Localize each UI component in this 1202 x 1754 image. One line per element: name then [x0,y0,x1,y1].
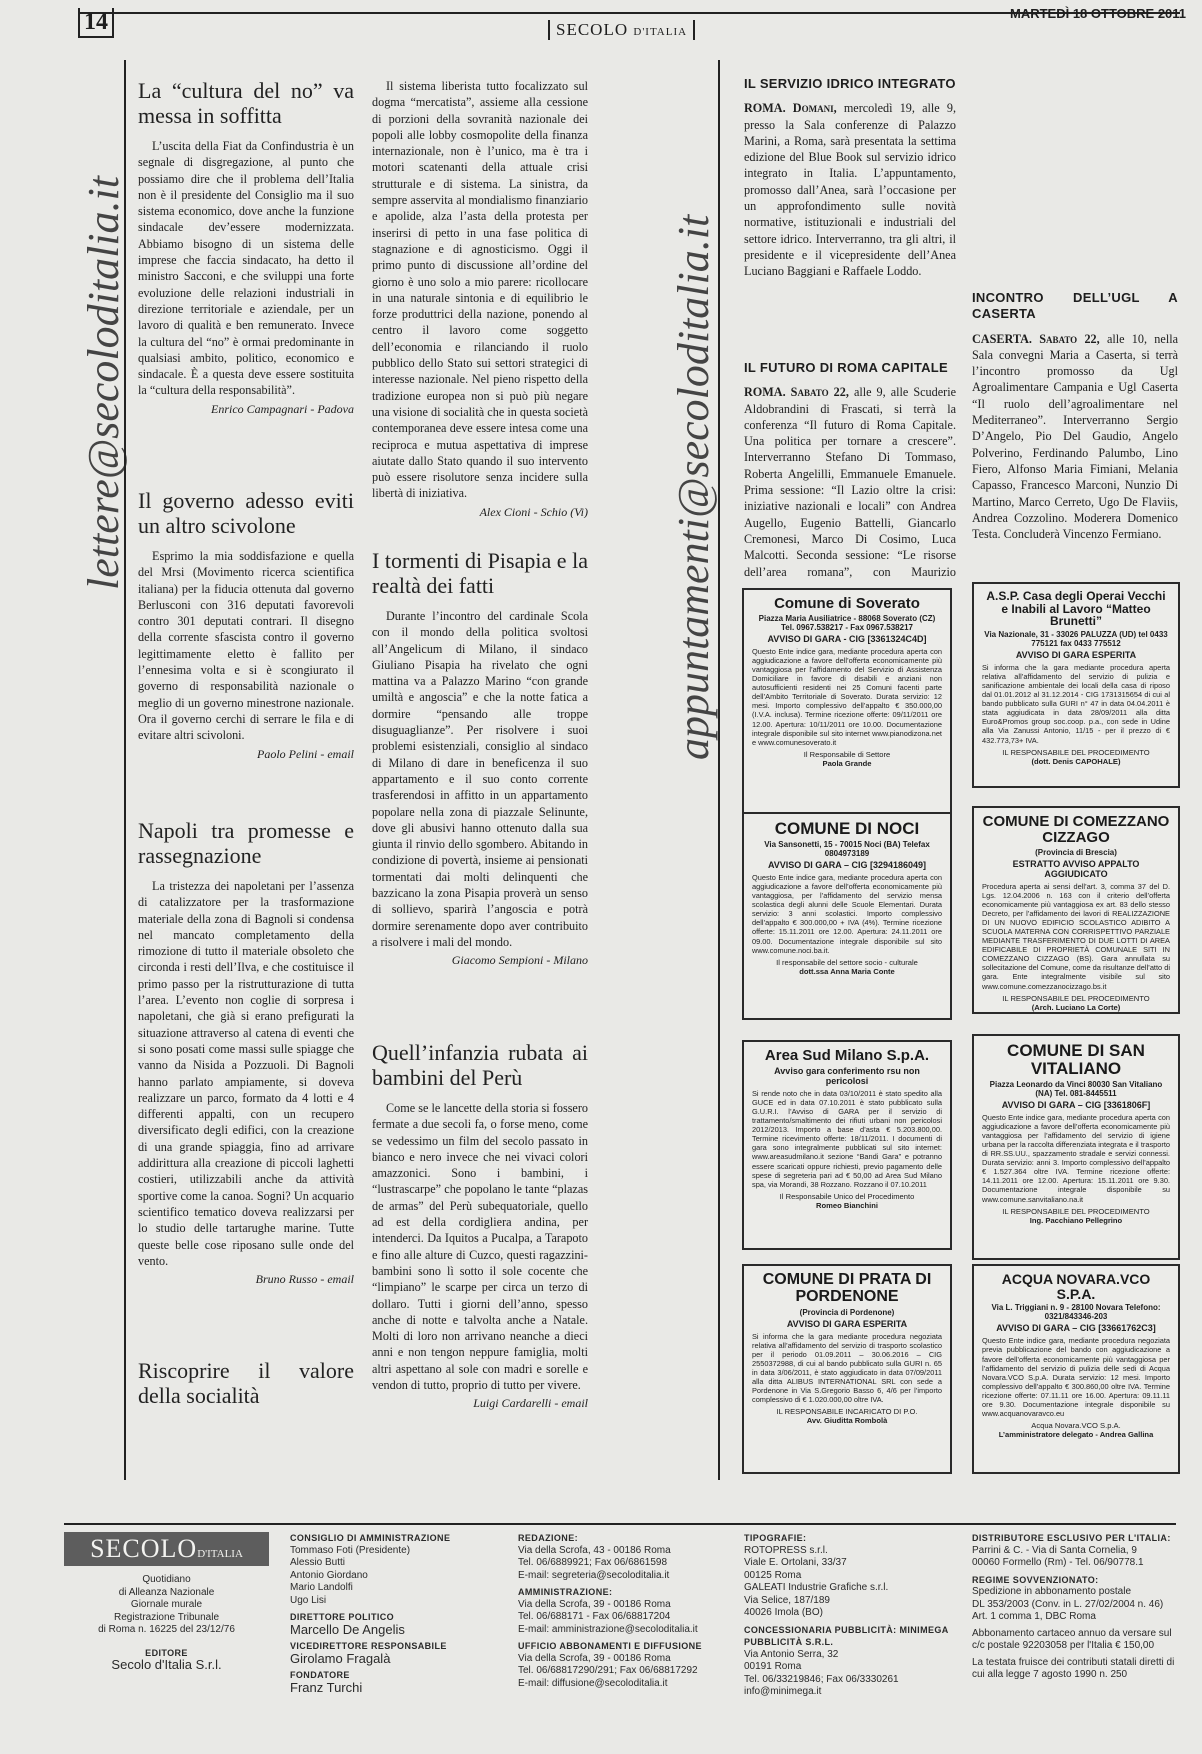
letter-signature: Enrico Campagnari - Padova [211,401,354,416]
footer-heading: DISTRIBUTORE ESCLUSIVO PER L'ITALIA: [972,1533,1171,1543]
ad-person: (Arch. Luciano La Corte) [1031,1002,1121,1012]
footer-line: 40026 Imola (BO) [744,1607,823,1618]
letter-body: Esprimo la mia soddisfazione e quella del Mrsi (Movimento ricerca scientifica italiana) per la fiducia ottenuta dal governo Berlusconi con 316 deputati favorevoli contro 301 deputati contrari. Il disegno della corrente sfascista contro il governo legittimamente eletto è fallito per l’ennesima volta e si è scongiurato il governo di responsabilità nazionale o meglio di un governo minestrone nazionale. Ora il governo cerchi di serrare le fila e di evitare altri scivoloni. [138,549,354,743]
ad-body: Questo Ente indice gara, mediante procedura aperta con aggiudicazione a favore dell’offerta economicamente più vantaggiosa per l’affidamento del Servizio di Assistenza Domiciliare in favore di disabili e anziani non autosufficienti residenti nei 25 Comuni facenti parte dell’Ambito Territoriale di Soverato. Durata servizio: 12 mesi. Importo complessivo dell’appalto € 350.000,00 (I.V.A. inclusa). Termine ricezione offerte: 09/11/2011 ore 12.00. Apertura: 10/11/2011 ore 10.00. Documentazione integrale disponibile sul sito internet www.pianodizona.net e www.comunesoverato.it [752,646,942,747]
issue-date: MARTEDÌ 18 OTTOBRE 2011 [1010,6,1187,21]
ad-body: Si informa che la gara mediante procedura aperta relativa all’affidamento del servizio di pulizia e sanificazione ambientale dei locali della casa di riposo dal 01.01.2012 al 31.12.2014 - CIG 1731315654 di cui al bando pubblicato sulla GURI n° 47 in data 04.04.2011 è stata aggiudicata in data 28/09/2011 alla ditta Euro&Promos group soc.coop. p.a., con sede in Udine alla Via Zanussi Antonio, 11/15 - per il prezzo di € 432.773,73+ IVA. [982,662,1170,745]
footer-line: 00060 Formello (Rm) - Tel. 06/90778.1 [972,1557,1144,1568]
letter-signature: Paolo Pelini - email [257,746,354,761]
footer-line: Spedizione in abbonamento postale [972,1586,1132,1597]
footer-heading: FONDATORE [290,1670,350,1680]
footer-line: Via della Scrofa, 39 - 00186 Roma [518,1652,671,1664]
footer-director: Marcello De Angelis [290,1621,405,1637]
agenda-lead: CASERTA. Sabato 22, [972,331,1100,346]
footer-line: GALEATI Industrie Grafiche s.r.l. [744,1582,889,1593]
ad-person: (dott. Denis CAPOHALE) [1031,756,1121,766]
ad-person: Ing. Pacchiano Pellegrino [1029,1215,1123,1225]
ad-notice: AVVISO DI GARA - CIG [3361324C4D] [767,633,927,644]
agenda-body: mercoledì 19, alle 9, presso la Sala conferenze di Palazzo Marini, a Roma, sarà presentata la settima edizione del Blue Book sul servizio idrico integrato in Italia. L’appuntamento, promosso dall’Anea, sarà l’occasione per un approfondimento sulle novità normative, istituzionali e industriali del settore idrico. Interverranno, tra gli altri, il presidente e il vicepresidente dell’Anea Luciano Baggiani e Raffaele Loddo. [744,101,956,279]
ad-body: Questo Ente indice gara, mediante procedura negoziata previa pubblicazione del bando con aggiudicazione a favore dell’offerta economicamente più vantaggiosa per l’affidamento del servizio di pulizia delle sedi di Acqua Novara.VCO S.p.A. Durata servizio: 12 mesi. Importo complessivo dell’appalto € 300.860,00 oltre IVA. Termine ricezione offerte: 07.11.11 ore 16.00. Apertura: 09.11.11 ore 9.30. Documentazione integrale disponibile su www.acquanovaravco.eu [982,1336,1170,1419]
agenda-title: IL SERVIZIO IDRICO INTEGRATO [744,76,956,91]
footer-line: info@minimega.it [744,1686,822,1697]
footer-line: Abbonamento cartaceo annuo da versare sul c/c postale 92203058 per l'Italia € 150,00 [972,1627,1172,1651]
letter-napoli [138,818,354,1287]
letter-socialita-body [372,78,588,518]
ad-comune-comezzano [972,806,1180,1014]
letter-title: Il governo adesso eviti un altro scivolone [138,488,354,538]
footer-line: Via della Scrofa, 43 - 00186 Roma [518,1544,671,1556]
ad-notice: AVVISO DI GARA – CIG [3294186049] [767,859,927,870]
footer-line: La testata fruisce dei contributi statali diretti di cui alla legge 7 agosto 1990 n. 250 [972,1656,1175,1680]
ad-title: Comune di Soverato [774,595,920,612]
ad-acqua-novara [972,1264,1180,1474]
letter-cultura-del-no [138,78,354,417]
ad-address: (Provincia di Pordenone) [799,1307,895,1317]
ad-address: (Provincia di Brescia) [1035,847,1117,857]
agenda-lead: ROMA. Sabato 22, [744,385,849,400]
letter-body: La tristezza dei napoletani per l’assenza di catalizzatore per la trasformazione materiale della zona di Bagnoli si condensa nel mancato completamento della rimozione di tutto il materiale obsoleto che circonda i resti dell’Ilva, e che costituisce il primo passo per la ristrutturazione di tutta l’area. L’evento non coglie di sorpresa i napoletani, che già si erano prefigurati la situazione attraverso al catena di eventi che si sono posati come massi sulle spiagge che vanno da Nisida a Pozzuoli. Di Bagnoli hanno parlato ampiamente, si doveva realizzare un parco, formato da 4 lotti e 4 differenti appalti, con un recupero diversificato degli edifici, con la creazione di una grande spiaggia, fino ad arrivare addirittura alla creazione di piccoli laghetti costieri, utilizzabili anche da attività sportive come la canoa. Sogni? Un acquario scientifico tematico doveva realizzarsi per lo studio delle tartarughe marine. Tutte queste belle cose riposano sulle onde del vento. [138,879,354,1268]
agenda-title: INCONTRO DELL’UGL A CASERTA [972,290,1178,322]
ad-address: Avviso gara conferimento rsu non pericolosi [774,1065,920,1086]
footer-line: Tel. 06/33219846; Fax 06/3330261 [744,1673,899,1685]
ad-title: COMUNE DI COMEZZANO CIZZAGO [982,813,1170,846]
footer-heading: REGIME SOVVENZIONATO: [972,1574,1099,1585]
letter-signature: Alex Cioni - Schio (Vi) [479,504,588,518]
ad-comune-soverato [742,588,952,824]
footer-line: Via Antonio Serra, 32 [744,1648,839,1660]
footer-line: 00191 Roma [744,1661,802,1672]
ad-person: dott.ssa Anna Maria Conte [799,966,895,976]
footer-logo [64,1532,269,1566]
appointments-email-label: appuntamenti@secoloditalia.it [669,214,718,760]
agenda-roma-capitale [744,360,956,578]
footer-description [64,1574,269,1672]
ad-responsible: Acqua Novara.VCO S.p.A. [1031,1421,1121,1431]
ad-body: Si rende noto che in data 03/10/2011 è stato spedito alla GUCE ed in data 07.10.2011 è stato pubblicato sulla G.U.R.I. l’Avviso di GARA per il servizio di trattamento/smaltimento dei rifiuti urbani non pericolosi 2012/2013. Importo a base d’asta € 5.203.800,00. Termine ricevimento offerte: 18/11/2011. I documenti di gara sono integralmente pubblicati sul sito internet: www.areasudmilano.it sezione “Bandi Gara” e potranno essere scaricati oppure richiesti, previo pagamento delle spese di segreteria pari ad € 50,00 ad Area Sud Milano spa, via Morandi, 38 Rozzano. Rozzano il 07.10.2011 [752,1088,942,1189]
footer-heading: CONSIGLIO DI AMMINISTRAZIONE [290,1533,451,1543]
footer-line: Parrini & C. - Via di Santa Cornelia, 9 [972,1544,1137,1556]
footer-board [290,1532,500,1694]
footer-line: ROTOPRESS s.r.l. [744,1544,828,1556]
footer-rule [64,1523,1176,1525]
footer-founder: Franz Turchi [290,1679,363,1695]
letter-signature: Bruno Russo - email [255,1272,354,1287]
footer-line: di Alleanza Nazionale [118,1586,215,1598]
footer-line: Art. 1 comma 1, DBC Roma [972,1611,1096,1622]
ad-responsible: Il responsabile del settore socio - culturale [776,957,918,967]
ad-title: ACQUA NOVARA.VCO S.P.A. [1001,1271,1151,1302]
masthead [548,20,695,40]
agenda-ugl-caserta [972,290,1178,542]
masthead-name: SECOLO [556,20,629,39]
footer-line: Tel. 06/6889921; Fax 06/6861598 [518,1557,668,1568]
ad-notice: AVVISO DI GARA ESPERITA [1015,649,1137,660]
footer-line: Tel. 06/688171 - Fax 06/68817204 [518,1611,671,1622]
footer-heading: UFFICIO ABBONAMENTI E DIFFUSIONE [518,1641,702,1651]
ad-person: Paola Grande [822,758,872,768]
agenda-lead: ROMA. Domani, [744,101,837,116]
footer-line: E-mail: amministrazione@secoloditalia.it [518,1623,698,1635]
footer-heading: VICEDIRETTORE RESPONSABILE [290,1641,447,1651]
ad-title: COMUNE DI SAN VITALIANO [1007,1041,1145,1078]
footer-logo-suffix: D'ITALIA [197,1548,243,1560]
ad-title: COMUNE DI NOCI [774,819,920,838]
ad-address: Piazza Leonardo da Vinci 80030 San Vitaliano (NA) Tel. 081-8445511 [989,1079,1163,1098]
ad-title: Area Sud Milano S.p.A. [764,1047,930,1064]
ad-comune-san-vitaliano [972,1034,1180,1260]
footer-heading: CONCESSIONARIA PUBBLICITÀ: MINIMEGA PUBBLICITÀ S.R.L. [744,1624,949,1647]
footer-line: Viale E. Ortolani, 33/37 [744,1557,847,1568]
footer-vice: Girolamo Fragalà [290,1650,391,1666]
footer-line: Tel. 06/68817290/291; Fax 06/68817292 [518,1665,698,1676]
masthead-suffix: D'ITALIA [633,26,688,38]
agenda-title: IL FUTURO DI ROMA CAPITALE [744,360,948,375]
footer-logo-name: SECOLO [90,1534,198,1563]
letter-signature: Luigi Cardarelli - email [473,1396,588,1411]
ad-notice: ESTRATTO AVVISO APPALTO AGGIUDICATO [1012,858,1140,879]
agenda-body: alle 10, nella Sala convegni Maria a Caserta, si terrà l’incontro promosso da Ugl Agroalimentare Campania e Ugl Caserta “Il ruolo dell’agroalimentare nel Mediterraneo”. Interverranno Sergio D’Angelo, Pio Del Gaudio, Angelo Polverino, Ferdinando Palumbo, Lino Fiero, Alfonso Maria Fimiani, Melania Capasso, Francesco Marconi, Nunzio Di Martino, Marco Cerreto, Ugo De Flaviis, Andrea Cozzolino. Moderera Domenico Testa. Concluderà Vincenzo Fermiano. [972,331,1178,542]
footer-offices [518,1532,736,1690]
letter-peru [372,1040,588,1412]
footer-heading: REDAZIONE: [518,1533,578,1543]
footer-line: E-mail: segreteria@secoloditalia.it [518,1569,670,1581]
letter-title: La “cultura del no” va messa in soffitta [138,78,354,128]
letter-signature: Giacomo Sempioni - Milano [451,953,588,968]
ad-address: Via Sansonetti, 15 - 70015 Noci (BA) Telefax 0804973189 [764,839,930,858]
footer-heading: AMMINISTRAZIONE: [518,1587,613,1597]
agenda-body: alle 9, alle Scuderie Aldobrandini di Frascati, si terrà la conferenza “Il futuro di Roma Capitale. Una politica per tornare a crescere”. Interverranno Stefano Di Tommaso, Roberta Angelilli, Emmanuele Emanuele. Prima sessione: “Il Lazio oltre la crisi: iniziative nazionali e locali” con Andrea Augello, Eugenio Battelli, Giancarlo Cremonesi, Marco Di Cosimo, Luca Malcotti. Seconda sessione: “Le risorse dell’area romana”, con Maurizio [744,385,956,578]
footer-line: Mario Landolfi [290,1582,353,1593]
letter-title: Riscoprire il valore della socialità [138,1358,354,1408]
ad-person: Romeo Bianchini [815,1200,879,1210]
ad-comune-prata [742,1264,952,1474]
letter-pisapia [372,548,588,969]
page-number: 14 [78,8,114,38]
ad-responsible: IL RESPONSABILE INCARICATO DI P.O. [776,1407,918,1417]
letter-governo [138,488,354,762]
right-column-rule [718,60,720,1480]
agenda-servizio-idrico [744,76,956,280]
letter-body: Come se le lancette della storia si fossero fermate a due secoli fa, o forse meno, come se vedessimo un film del secolo passato in bianco e nero invece che nei vivaci colori amazzonici. Sono i bambini, i “lustrascarpe” che popolano le tante “plazas de armas” del Perù subequatoriale, quello ad est della cordigliera andina, per intenderci. Da Iquitos a Pucalpa, a Tarapoto e fino alle alture di Cuzco, questi ragazzini-bambini sono lì sotto il sole cocente che “limpiano” le scarpe per circa un terzo di dollaro. Tutti i giorni dell’anno, spesso anche di notte e talvolta anche a Natale. Molti di loro non arrivano neanche a dieci anni e non tengon neppure famiglia, molti altri aspettano al sole con madri e sorelle e vendon di tutto, proprio di tutto per vivere. [372,1101,588,1393]
ad-notice: AVVISO DI GARA – CIG [33661762C3] [996,1323,1156,1334]
letter-body: Durante l’incontro del cardinale Scola con il mondo della politica svoltosi all’Angelicum di Milano, il sindaco Giuliano Pisapia ha rivelato che ogni mattina va a Palazzo Marino “con grande umiltà e angoscia” e che la notte fatica a dormire “pensando alle troppe disuguaglianze”. Per risolvere i suoi problemi esistenziali, consiglio al sindaco di Milano di dare in beneficenza il suo appartamento e il suo conto corrente trasferendosi in affitto in un appartamento popolare nella zona di piazzale Selinunte, dove gli abusivi hanno ottenuto dalla sua giunta il rinvio dello sgombero. Abitando in condizione di povertà, insieme ai pensionati tormentati dai molti delinquenti che bazzicano la zona Pisapia proverà un senso di sollievo, sparirà l’angoscia e potrà dormire serenamente dopo aver contribuito a risolvere i mali del mondo. [372,609,588,949]
footer-line: E-mail: diffusione@secoloditalia.it [518,1677,668,1689]
ad-asp-brunetti [972,582,1180,788]
ad-address: Via Nazionale, 31 - 33026 PALUZZA (UD) tel 0433 775121 fax 0433 775512 [984,629,1168,648]
ad-body: Questo Ente indice gara, mediante procedura aperta con aggiudicazione a favore dell’offerta economicamente più vantaggiosa, per l’affidamento del servizio mensa scolastica degli alunni delle Scuole Elementari. Durata servizio: 3 anni scolastici. Importo complessivo dell’appalto € 300.000,00 + IVA (4%). Termine ricezione offerte: 15.11.2011 ore 12.00. Apertura: 24.11.2011 ore 09.00. Documentazione integrale disponibile sul sito www.comune.noci.ba.it. [752,872,942,955]
footer-line: Quotidiano [142,1574,191,1585]
footer-line: Registrazione Tribunale [113,1611,220,1623]
letter-title: Napoli tra promesse e rassegnazione [138,818,354,868]
footer-heading: EDITORE [145,1647,188,1658]
ad-address: Via L. Triggiani n. 9 - 28100 Novara Telefono: 0321/843346-203 [991,1303,1161,1322]
ad-title: COMUNE DI PRATA DI PORDENONE [762,1271,932,1305]
ad-title: A.S.P. Casa degli Operai Vecchi e Inabili al Lavoro “Matteo Brunetti” [986,589,1166,629]
letter-title: Quell’infanzia rubata ai bambini del Perù [372,1040,588,1090]
ad-notice: AVVISO DI GARA – CIG [3361806F] [1001,1099,1151,1110]
ad-responsible: Il Responsabile di Settore [803,749,891,759]
footer-printers [744,1532,958,1699]
letter-socialita [138,1358,354,1418]
letters-email-label: lettere@secoloditalia.it [79,176,128,590]
ad-responsible: IL RESPONSABILE DEL PROCEDIMENTO [1002,993,1150,1003]
letter-title: I tormenti di Pisapia e la realtà dei fatti [372,548,588,598]
footer-heading: DIRETTORE POLITICO [290,1612,395,1622]
footer-line: Giornale murale [130,1599,203,1610]
ad-body: Questo Ente indice gara, mediante procedura aperta con aggiudicazione a favore dell’offerta economicamente più vantaggiosa per l’affidamento del servizio di igiene urbana per la raccolta differenziata integrata e il trasporto di RR.SS.UU., spazzamento stradale e servizi connessi. Durata servizio: anni 3. Importo complessivo dell’appalto € 1.527.364 oltre IVA. Termine ricezione offerte: 14.11.2011 ore 12.00. Apertura: 15.11.2011 ore 9.30. Documentazione integrale disponibile su www.comune.sanvitaliano.na.it [982,1112,1170,1204]
footer-line: Antonio Giordano [290,1569,368,1581]
footer-distribution [972,1532,1180,1682]
ad-body: Procedura aperta ai sensi dell’art. 3, comma 37 del D. Lgs. 12.04.2006 n. 163 con il criterio dell’offerta economicamente più vantaggiosa ex art. 83 dello stesso Decreto, per l’affidamento dei lavori di REALIZZAZIONE DI UN NUOVO EDIFICIO SCOLASTICO ADIBITO A SCUOLA MATERNA CON CORRISPETTIVO PARZIALE MEDIANTE TRASFERIMENTO DI DUE LOTTI DI AREA EDIFICABILE DI PROPRIETÀ COMUNALE SITI IN COMEZZANO CIZZAGO (BS). Gara annullata su sollecitazione del Comune, come da risultanze dell’atto di gara. Ente integralmente visibile sul sito www.comune.comezzanocizzago.bs.it [982,881,1170,991]
ad-person: L’amministratore delegato - Andrea Gallina [998,1430,1154,1440]
footer-line: di Roma n. 16225 del 23/12/76 [98,1624,235,1635]
footer-line: DL 353/2003 (Conv. in L. 27/02/2004 n. 46) [972,1598,1164,1610]
ad-comune-noci [742,812,952,1020]
footer-heading: TIPOGRAFIE: [744,1533,807,1543]
left-column-rule [124,60,126,1480]
footer-line: Via della Scrofa, 39 - 00186 Roma [518,1598,671,1610]
ad-responsible: IL RESPONSABILE DEL PROCEDIMENTO [1002,1206,1150,1216]
letter-body: L’uscita della Fiat da Confindustria è un segnale di disgregazione, al punto che possiamo dire che il problema dell’Italia non è il presidente del Consiglio ma il suo sistema economico, dove anche la funzione sindacale dev’essere modernizzata. Abbiamo bisogno di un sistema delle imprese che faccia sindacato, ha detto il ministro Sacconi, e che sviluppi una forte evoluzione delle relazioni industriali in direzione territoriale e aziendale, per un lavoro di qualità e ben remunerato. Invece la cultura del “no” è ormai predominante in qualsiasi ambito, politico, economico e sindacale. È a questa deve essere sostituita la “cultura della responsabilità”. [138,139,354,398]
ad-person: Avv. Giuditta Rombolà [806,1416,888,1426]
ad-notice: AVVISO DI GARA ESPERITA [786,1318,908,1329]
footer-line: Alessio Butti [290,1557,346,1568]
footer-line: Tommaso Foti (Presidente) [290,1544,411,1556]
footer-line: Via Selice, 187/189 [744,1594,830,1606]
footer-publisher: Secolo d'Italia S.r.l. [111,1657,222,1672]
ad-responsible: Il Responsabile Unico del Procedimento [779,1191,915,1201]
footer-line: Ugo Lisi [290,1594,327,1606]
ad-area-sud-milano [742,1040,952,1250]
ad-responsible: IL RESPONSABILE DEL PROCEDIMENTO [1002,747,1150,757]
ad-body: Si informa che la gara mediante procedura negoziata relativa all’affidamento del servizio di trasporto scolastico per il periodo 01.09.2011 – 30.06.2016 – CIG 2550372988, di cui al bando pubblicato sulla GURI n. 65 in data 3/06/2011, è stato aggiudicato in data 07/09/2011 alla ditta ALIBUS INTERNATIONAL SRL con sede a Pordenone in Via S.Gregorio Basso 6, 4/6 per l’importo complessivo di € 1.020.000,00 oltre IVA. [752,1331,942,1405]
ad-address: Piazza Maria Ausiliatrice - 88068 Soverato (CZ) Tel. 0967.538217 - Fax 0967.538217 [758,613,936,632]
letter-body: Il sistema liberista tutto focalizzato sul dogma “mercatista”, assieme alla cessione di porzioni della sovranità nazionale dei popoli alle lobby cosmopolite della finanza internazionale, non è l’unico, ma è tra i motori scatenanti della attuale crisi strutturale e di sistema. La sinistra, da sempre asservita al mondialismo finanziario e apolide, alza l’asta della protesta per inserirsi di petto in una fase politica di stagnazione e di agnosticismo. Oggi il primo punto di discussione all’ordine del giorno è uno solo a mio parere: ricollocare in una naturale sintonia e di equilibrio le forze produttrici della nazione, ponendo al centro il lavoro come soggetto dell’economia e rilanciando il ruolo pubblico dello Stato sui settori strategici di interesse nazionale. Nel pieno rispetto della tradizione europea non si può più negare una visione di socialità che in questa società contemporanea deve essere intesa come una reciproca e mutua aspettativa di imprese aiutate dallo Stato quando il suo intervento può essere risolutore senza incidere sulla libertà di iniziativa. [372,79,588,501]
footer-line: 00125 Roma [744,1569,802,1581]
